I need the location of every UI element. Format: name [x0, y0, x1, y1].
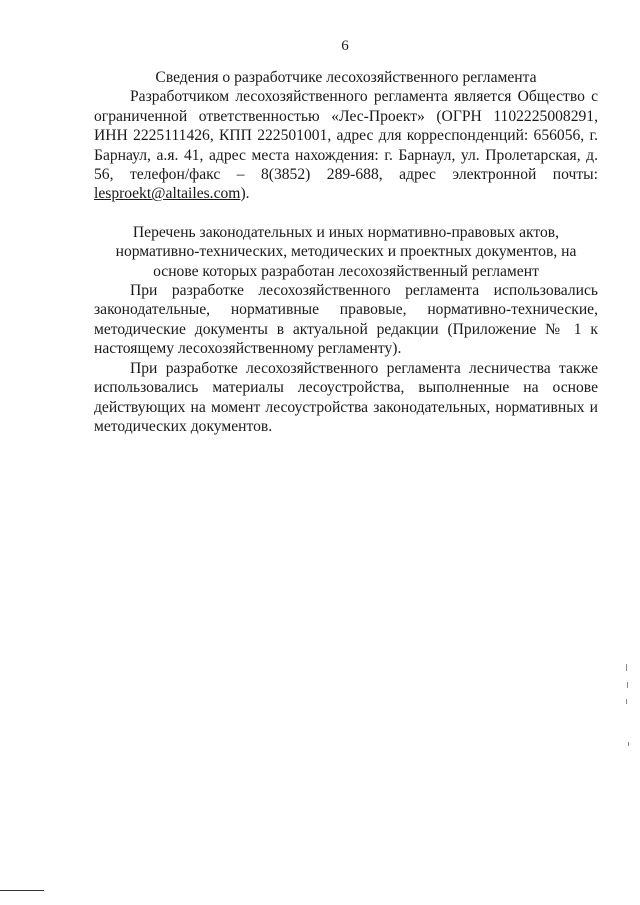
section-spacer: [94, 204, 598, 223]
developer-info-paragraph: [94, 87, 598, 203]
developer-info-text-end: ).: [240, 185, 250, 203]
normative-docs-paragraph-2: При разработке лесохозяйственного регламента лесничества также использовались материалы лесоустройства, выполненные на основе действующих на момент лесоустройства законодательных, нормативных и методических документов.: [94, 359, 598, 435]
developer-info-heading: Сведения о разработчике лесохозяйственного регламента: [155, 69, 537, 86]
scan-edge-mark: [627, 682, 628, 688]
normative-docs-heading: Перечень законодательных и иных нормативно-правовых актов, нормативно-технических, методических и проектных документов, на основе которых разработан лесохозяйственный регламент: [115, 223, 577, 280]
scan-edge-mark: [626, 664, 627, 671]
scan-edge-mark: [626, 699, 627, 704]
scan-edge-mark: [628, 742, 629, 746]
normative-docs-paragraph-1: При разработке лесохозяйственного регламента использовались законодательные, нормативные правовые, нормативно-технические, методические документы в актуальной редакции (Приложение № 1 к настоящему лесохозяйственному регламенту).: [94, 282, 598, 358]
footer-separator-line: [0, 890, 44, 891]
page-number: 6: [341, 38, 349, 54]
developer-email-link[interactable]: lesproekt@altailes.com: [94, 185, 241, 203]
page-content: [94, 68, 598, 436]
developer-info-text: Разработчиком лесохозяйственного регламента является Общество с ограниченной ответственностью «Лес-Проект» (ОГРН 1102225008291, ИНН 2225111426, КПП 222501001, адрес для корреспонденций: 656056, г. Барнаул, а.я. 41, адрес места нахождения: г. Барнаул, ул. Пролетарская, д. 56, телефон/факс – 8(3852) 289-688, адрес электронной почты:: [94, 88, 598, 184]
